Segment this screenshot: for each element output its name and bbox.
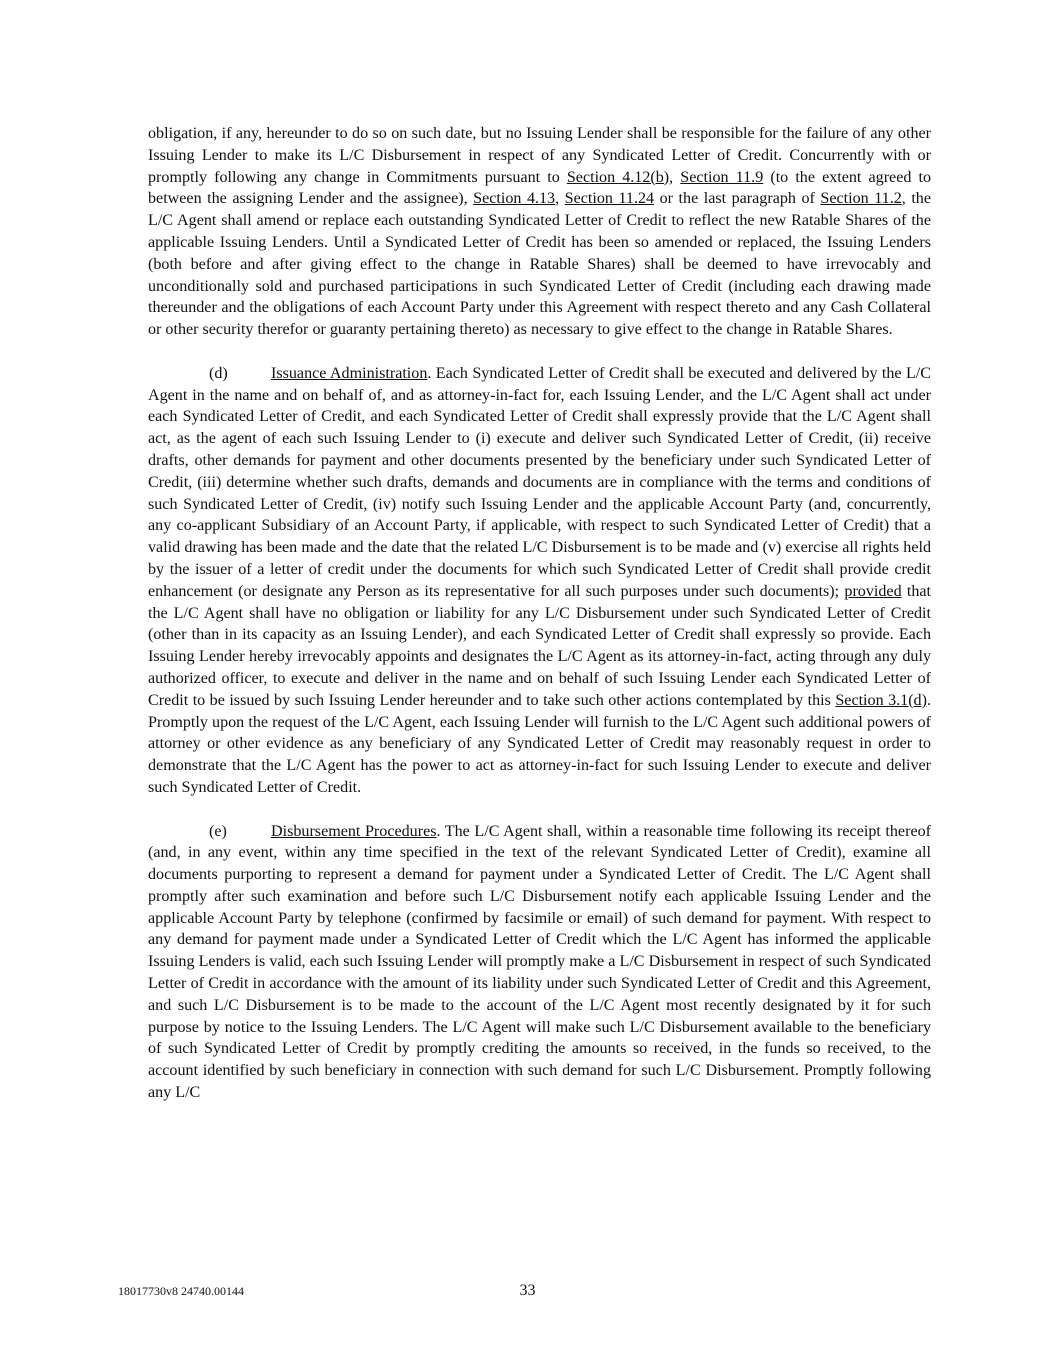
paragraph-continuation: obligation, if any, hereunder to do so on such date, but no Issuing Lender shall be responsible for the failure of any other Issuing Lender to make its L/C Disbursement in respect of any Syndicated Letter of Credit. Concurrently with or promptly following any change in Commitments pursuant to Section 4.12(b), Section 11.9 (to the extent agreed to between the assigning Lender and the assignee), Section 4.13, Section 11.24 or the last paragraph of Section 11.2, the L/C Agent shall amend or replace each outstanding Syndicated Letter of Credit to reflect the new Ratable Shares of the applicable Issuing Lenders. Until a Syndicated Letter of Credit has been so amended or replaced, the Issuing Lenders (both before and after giving effect to the change in Ratable Shares) shall be deemed to have irrevocably and unconditionally sold and purchased participations in such Syndicated Letter of Credit (including each drawing made thereunder and the obligations of each Account Party under this Agreement with respect thereto and any Cash Collateral or other security therefor or guaranty pertaining thereto) as necessary to give effect to the change in Ratable Shares.: [148, 125, 932, 339]
section-reference: Section 11.9: [680, 168, 764, 186]
document-body: [148, 123, 931, 1104]
provided-term: provided: [844, 582, 902, 600]
paragraph-disbursement-procedures: (e) Disbursement Procedures. The L/C Agent shall, within a reasonable time following its receipt thereof (and, in any event, within any time specified in the text of the relevant Syndicated Letter of Credit), examine all documents purporting to represent a demand for payment under a Syndicated Letter of Credit. The L/C Agent shall promptly after such examination and before such L/C Disbursement notify each applicable Issuing Lender and the applicable Account Party by telephone (confirmed by facsimile or email) of such demand for payment. With respect to any demand for payment made under a Syndicated Letter of Credit which the L/C Agent has informed the applicable Issuing Lenders is valid, each such Issuing Lender will promptly make a L/C Disbursement in respect of such Syndicated Letter of Credit in accordance with the amount of its liability under such Syndicated Letter of Credit and this Agreement, and such L/C Disbursement is to be made to the account of the L/C Agent most recently designated by it for such purpose by notice to the Issuing Lenders. The L/C Agent will make such L/C Disbursement available to the beneficiary of such Syndicated Letter of Credit by promptly crediting the amounts so received, in the funds so received, to the account identified by such beneficiary in connection with such demand for such L/C Disbursement. Promptly following any L/C: [148, 822, 931, 1102]
clause-label: (e): [209, 822, 227, 840]
section-reference: Section 4.12(b): [566, 168, 670, 186]
section-reference: Section 11.24: [564, 190, 655, 208]
document-id: 18017730v8 24740.00144: [118, 1284, 244, 1298]
clause-label: (d): [209, 364, 228, 382]
section-reference: Section 11.2: [820, 190, 902, 208]
clause-heading: Disbursement Procedures: [271, 822, 437, 840]
page-number: 33: [519, 1282, 536, 1299]
section-reference: Section 4.13: [473, 190, 556, 208]
clause-heading: Issuance Administration: [271, 364, 428, 382]
section-reference: Section 3.1(d): [835, 691, 927, 709]
paragraph-issuance-administration: (d) Issuance Administration. Each Syndicated Letter of Credit shall be executed and delivered by the L/C Agent in the name and on behalf of, and as attorney-in-fact for, each Issuing Lender, and the L/C Agent shall act under each Syndicated Letter of Credit, and each Syndicated Letter of Credit shall expressly provide that the L/C Agent shall act, as the agent of each such Issuing Lender to (i) execute and deliver such Syndicated Letter of Credit, (ii) receive drafts, other demands for payment and other documents presented by the beneficiary under such Syndicated Letter of Credit, (iii) determine whether such drafts, demands and documents are in compliance with the terms and conditions of such Syndicated Letter of Credit, (iv) notify such Issuing Lender and the applicable Account Party (and, concurrently, any co-applicant Subsidiary of an Account Party, if applicable, with respect to such Syndicated Letter of Credit) that a valid drawing has been made and the date that the related L/C Disbursement is to be made and (v) exercise all rights held by the issuer of a letter of credit under the documents for which such Syndicated Letter of Credit shall provide credit enhancement (or designate any Person as its representative for all such purposes under such documents); provided that the L/C Agent shall have no obligation or liability for any L/C Disbursement under such Syndicated Letter of Credit (other than in its capacity as an Issuing Lender), and each Syndicated Letter of Credit shall expressly so provide. Each Issuing Lender hereby irrevocably appoints and designates the L/C Agent as its attorney-in-fact, acting through any duly authorized officer, to execute and deliver in the name and on behalf of such Issuing Lender each Syndicated Letter of Credit to be issued by such Issuing Lender hereunder and to take such other actions contemplated by this Section 3.1(d). Promptly upon the request of the L/C Agent, each Issuing Lender will furnish to the L/C Agent such additional powers of attorney or other evidence as any beneficiary of any Syndicated Letter of Credit may reasonably request in order to demonstrate that the L/C Agent has the power to act as attorney-in-fact for such Issuing Lender to execute and deliver such Syndicated Letter of Credit.: [148, 364, 932, 796]
